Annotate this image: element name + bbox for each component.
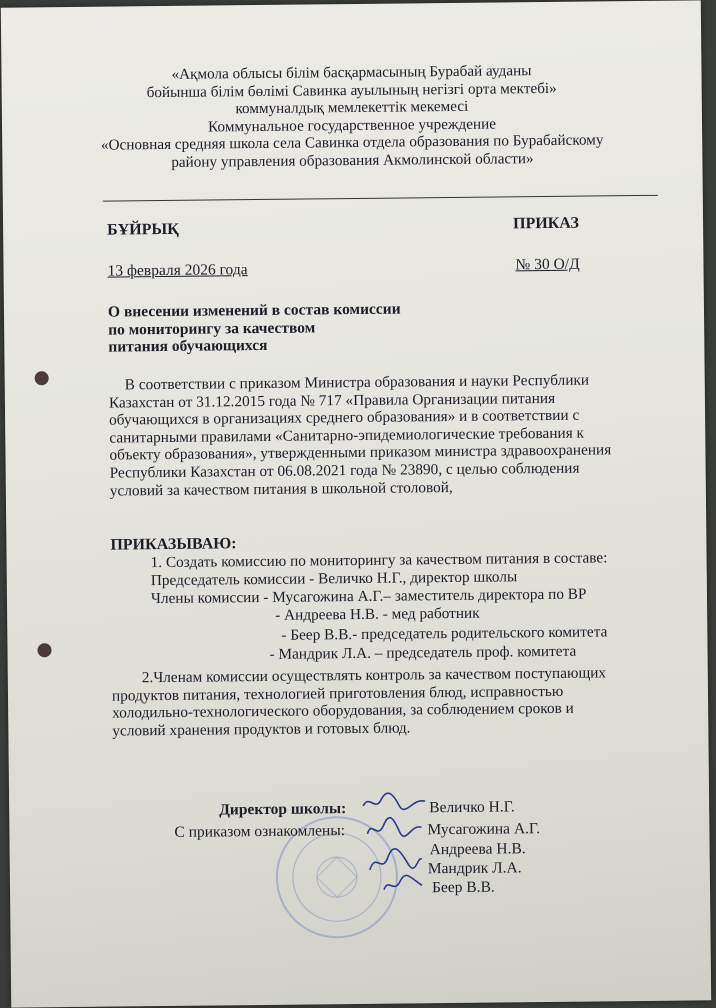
commission-member: - Андреева Н.В. - мед работник [275,604,480,624]
title-kazakh: БҰЙРЫҚ [107,220,179,239]
item2-line: холодильно-технологического оборудования, за соблюдением сроков и [112,699,574,722]
header-line: «Ақмола облысы білім басқармасының Бурабай ауданы [171,62,532,83]
order-item-2 [112,664,673,740]
item2-line: условий хранения продуктов и готовых блюд. [112,719,411,740]
acknowledgement-signature [380,871,426,897]
commission-chair: Председатель комиссии - Величко Н.Г., директор школы [150,568,518,590]
preamble-line: объекту образования», утвержденными приказом министра здравоохранения [109,441,612,464]
preamble-line: санитарными правилами «Санитарно-эпидемиологические требования к [109,424,585,447]
order-subject [108,301,401,357]
commission-member: - Мандрик Л.А. – председатель проф. комитета [269,642,577,663]
header-line: «Основная средняя школа села Савинка отдела образования по Бурабайскому [100,131,604,154]
director-signature-label: Директор школы: [219,800,347,819]
director-signature [359,789,429,816]
header-line: бойынша білім бөлімі Савинка ауылының негізгі орта мектебі» [146,79,557,101]
order-number: № 30 О/Д [515,255,580,274]
commission-member: Члены комиссии - Мусагожина А.Г.– заместитель директора по ВР [150,585,587,608]
punch-hole [37,643,51,657]
punch-hole [35,371,49,385]
header-line: коммуналдық мемлекеттік мекемесі [235,97,469,118]
item2-line: продуктов питания, технологией приготовления блюд, исправностью [111,682,564,705]
header-line: Коммунальное государственное учреждение [208,115,497,136]
organization-header [81,61,622,172]
header-divider [103,195,658,202]
header-line: району управления образования Акмолинской области» [171,149,534,171]
preamble-line: Казахстан от 31.12.2015 года № 717 «Правила Организации питания [108,389,556,412]
preamble-line: обучающихся в организациях среднего образования» и в соответствии с [109,406,580,429]
acknowledged-name: Мусагожина А.Г. [427,820,541,839]
subject-line: О внесении изменений в состав комиссии [107,300,401,321]
order-item-1: 1. Создать комиссию по мониторингу за качеством питания в составе: [150,549,608,572]
item2-line: 2.Членам комиссии осуществлять контроль за качеством поступающих [141,664,607,687]
acknowledged-name: Беер В.В. [431,878,495,897]
acknowledged-name: Андреева Н.В. [429,840,526,859]
order-date: 13 февраля 2026 года [107,261,248,280]
document-sheet [1,0,711,1007]
director-name: Величко Н.Г. [429,798,515,817]
preamble-line: Республики Казахстан от 06.08.2021 года № 23890, с целью соблюдения [109,459,580,482]
commission-member: - Беер В.В.- председатель родительского комитета [281,623,608,644]
acknowledgement-label: С приказом ознакомлены: [174,822,346,841]
acknowledged-name: Мандрик Л.А. [427,859,522,878]
acknowledgement-signature [363,813,425,844]
preamble-paragraph [109,371,670,500]
subject-line: по мониторингу за качеством [108,318,316,339]
subject-line: питания обучающихся [108,336,268,356]
title-russian: ПРИКАЗ [512,214,580,233]
preamble-line: условий за качеством питания в школьной столовой, [109,478,453,500]
preamble-line: В соответствии с приказом Министра образования и науки Республики [124,371,590,394]
order-keyword: ПРИКАЗЫВАЮ: [110,535,237,554]
